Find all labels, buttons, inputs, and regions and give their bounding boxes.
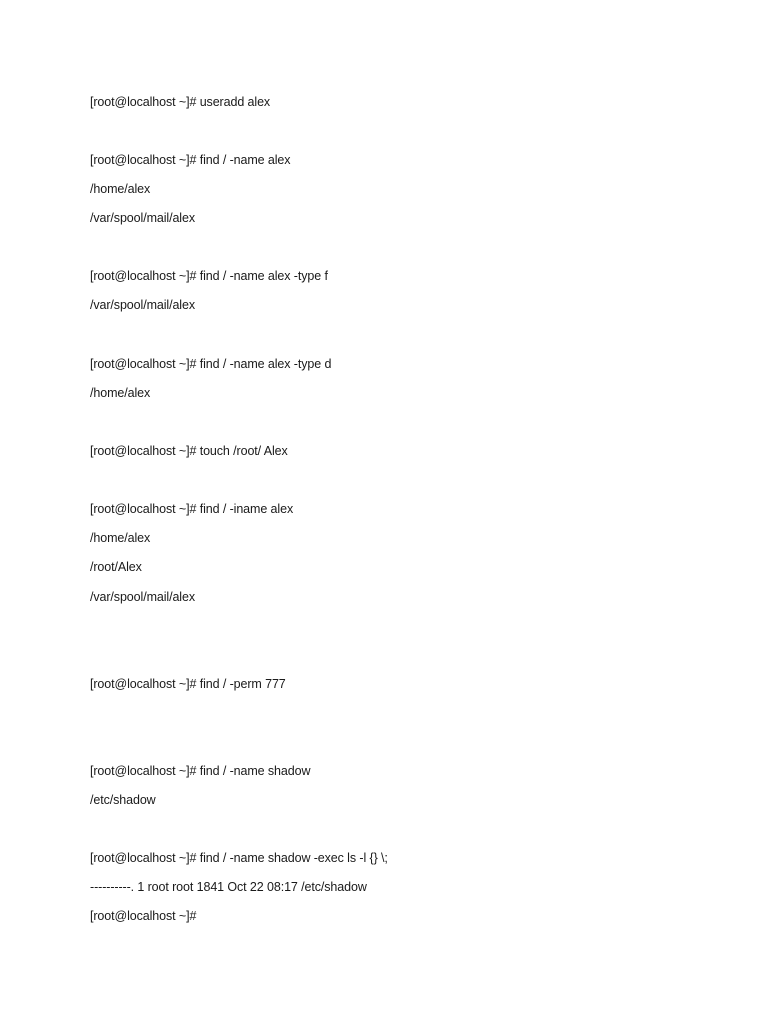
output-line: /home/alex — [90, 386, 151, 400]
output-line: ----------. 1 root root 1841 Oct 22 08:17 /etc/shadow — [90, 880, 367, 894]
output-line: /etc/shadow — [90, 793, 156, 807]
command-line-find-type-d: [root@localhost ~]# find / -name alex -type d — [90, 357, 332, 371]
command-line-useradd: [root@localhost ~]# useradd alex — [90, 95, 271, 109]
output-line: /home/alex — [90, 531, 151, 545]
command-line-find-type-f: [root@localhost ~]# find / -name alex -type f — [90, 269, 328, 283]
command-line-touch: [root@localhost ~]# touch /root/ Alex — [90, 444, 288, 458]
command-line-find-exec: [root@localhost ~]# find / -name shadow -exec ls -l {} \; — [90, 851, 388, 865]
command-line-find-iname: [root@localhost ~]# find / -iname alex — [90, 502, 294, 516]
command-line-find-name: [root@localhost ~]# find / -name alex — [90, 153, 291, 167]
command-line-find-shadow: [root@localhost ~]# find / -name shadow — [90, 764, 311, 778]
output-line: /var/spool/mail/alex — [90, 298, 195, 312]
output-line: /var/spool/mail/alex — [90, 590, 195, 604]
output-line: /home/alex — [90, 182, 151, 196]
output-line: /root/Alex — [90, 560, 142, 574]
output-line: /var/spool/mail/alex — [90, 211, 195, 225]
command-line-find-perm: [root@localhost ~]# find / -perm 777 — [90, 677, 286, 691]
prompt-line: [root@localhost ~]# — [90, 909, 197, 923]
